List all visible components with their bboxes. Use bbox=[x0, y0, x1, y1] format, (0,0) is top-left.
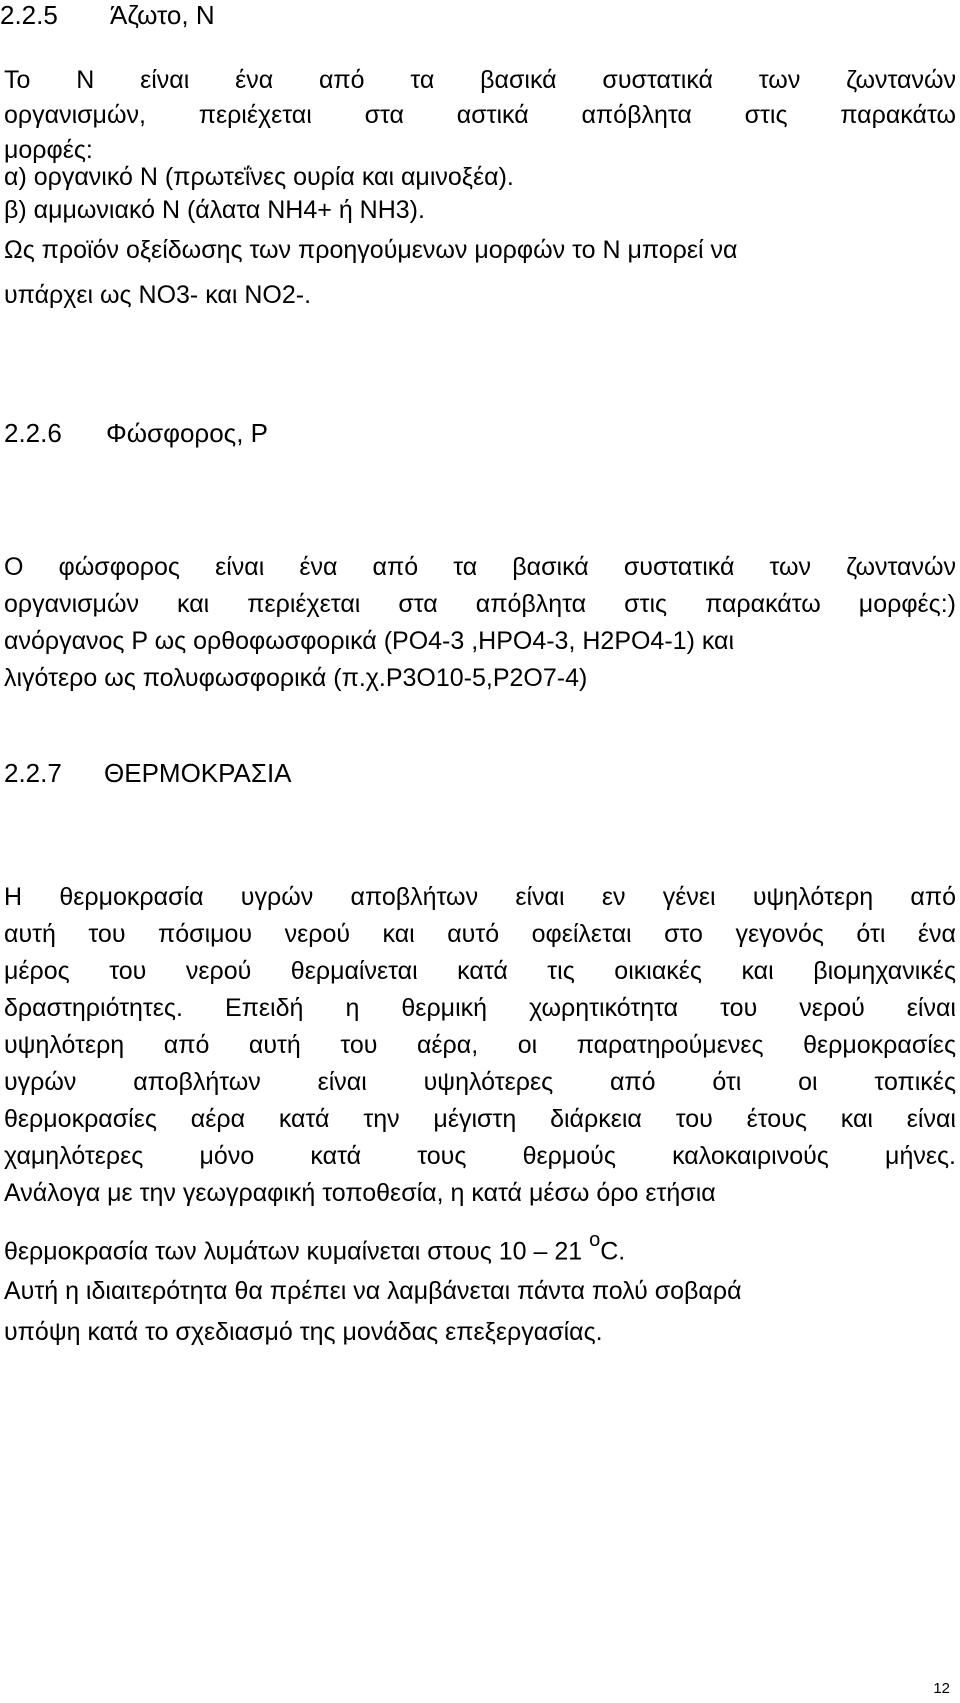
section-title: Φώσφορος, Ρ bbox=[106, 418, 268, 448]
text-line: θερμοκρασίες αέρα κατά την μέγιστη διάρκεια του έτους και είναι bbox=[4, 1105, 956, 1133]
text-line: ανόργανος Ρ ως ορθοφωσφορικά (ΡΟ4-3 ,ΗΡΟ4-3, Η2ΡΟ4-1) και bbox=[4, 627, 735, 655]
text-line: μέρος του νερού θερμαίνεται κατά τις οικιακές και βιομηχανικές bbox=[4, 957, 956, 985]
temperature-line bbox=[4, 1226, 956, 1270]
text-line: δραστηριότητες. Επειδή η θερμική χωρητικότητα του νερού είναι bbox=[4, 994, 956, 1022]
degree-mark: o bbox=[589, 1229, 601, 1251]
paragraph-phosphorus bbox=[4, 549, 956, 697]
text-line: υψηλότερη από αυτή του αέρα, οι παρατηρούμενες θερμοκρασίες bbox=[4, 1031, 956, 1059]
text-line: Ως προϊόν οξείδωσης των προηγούμενων μορφών το Ν μπορεί να bbox=[4, 236, 738, 264]
text-line: υγρών αποβλήτων είναι υψηλότερες από ότι οι τοπικές bbox=[4, 1068, 956, 1096]
temperature-unit: C. bbox=[600, 1237, 626, 1266]
text-line: λιγότερο ως πολυφωσφορικά (π.χ.Ρ3Ο10-5,Ρ2Ο7-4) bbox=[4, 664, 588, 692]
section-heading-2-2-5 bbox=[0, 0, 215, 31]
section-number: 2.2.5 bbox=[0, 0, 58, 30]
text-line: Αυτή η ιδιαιτερότητα θα πρέπει να λαμβάνεται πάντα πολύ σοβαρά bbox=[4, 1277, 742, 1306]
temperature-text: θερμοκρασία των λυμάτων κυμαίνεται στους 10 – 21 bbox=[4, 1237, 590, 1266]
section-number: 2.2.6 bbox=[4, 418, 62, 448]
page-number: 12 bbox=[933, 1680, 950, 1697]
text-line: αυτή του πόσιμου νερού και αυτό οφείλεται στο γεγονός ότι ένα bbox=[4, 920, 956, 948]
paragraph-nitrogen bbox=[4, 63, 956, 313]
text-line: α) οργανικό Ν (πρωτεΐνες ουρία και αμινοξέα). bbox=[4, 163, 514, 191]
text-line: β) αμμωνιακό Ν (άλατα ΝΗ4+ ή ΝΗ3). bbox=[4, 196, 425, 224]
section-title: ΘΕΡΜΟΚΡΑΣΙΑ bbox=[104, 758, 292, 788]
section-number: 2.2.7 bbox=[4, 758, 62, 788]
text-line: Η θερμοκρασία υγρών αποβλήτων είναι εν γένει υψηλότερη από bbox=[4, 883, 956, 911]
text-line: μορφές: bbox=[4, 136, 93, 164]
text-line: χαμηλότερες μόνο κατά τους θερμούς καλοκαιρινούς μήνες. bbox=[4, 1142, 956, 1170]
section-heading-2-2-6 bbox=[4, 418, 268, 449]
text-line: οργανισμών και περιέχεται στα απόβλητα στις παρακάτω μορφές:) bbox=[4, 590, 956, 618]
paragraph-temperature bbox=[4, 879, 956, 1351]
section-title: Άζωτο, Ν bbox=[110, 0, 215, 30]
section-heading-2-2-7 bbox=[4, 758, 292, 789]
text-line: Το Ν είναι ένα από τα βασικά συστατικά των ζωντανών bbox=[4, 66, 956, 94]
text-line: υπόψη κατά το σχεδιασμό της μονάδας επεξεργασίας. bbox=[4, 1318, 603, 1347]
text-line: Ο φώσφορος είναι ένα από τα βασικά συστατικά των ζωντανών bbox=[4, 553, 956, 581]
text-line: υπάρχει ως ΝΟ3- και ΝΟ2-. bbox=[4, 281, 312, 309]
text-line: Ανάλογα με την γεωγραφική τοποθεσία, η κατά μέσω όρο ετήσια bbox=[4, 1179, 716, 1207]
text-line: οργανισμών, περιέχεται στα αστικά απόβλητα στις παρακάτω bbox=[4, 101, 956, 129]
